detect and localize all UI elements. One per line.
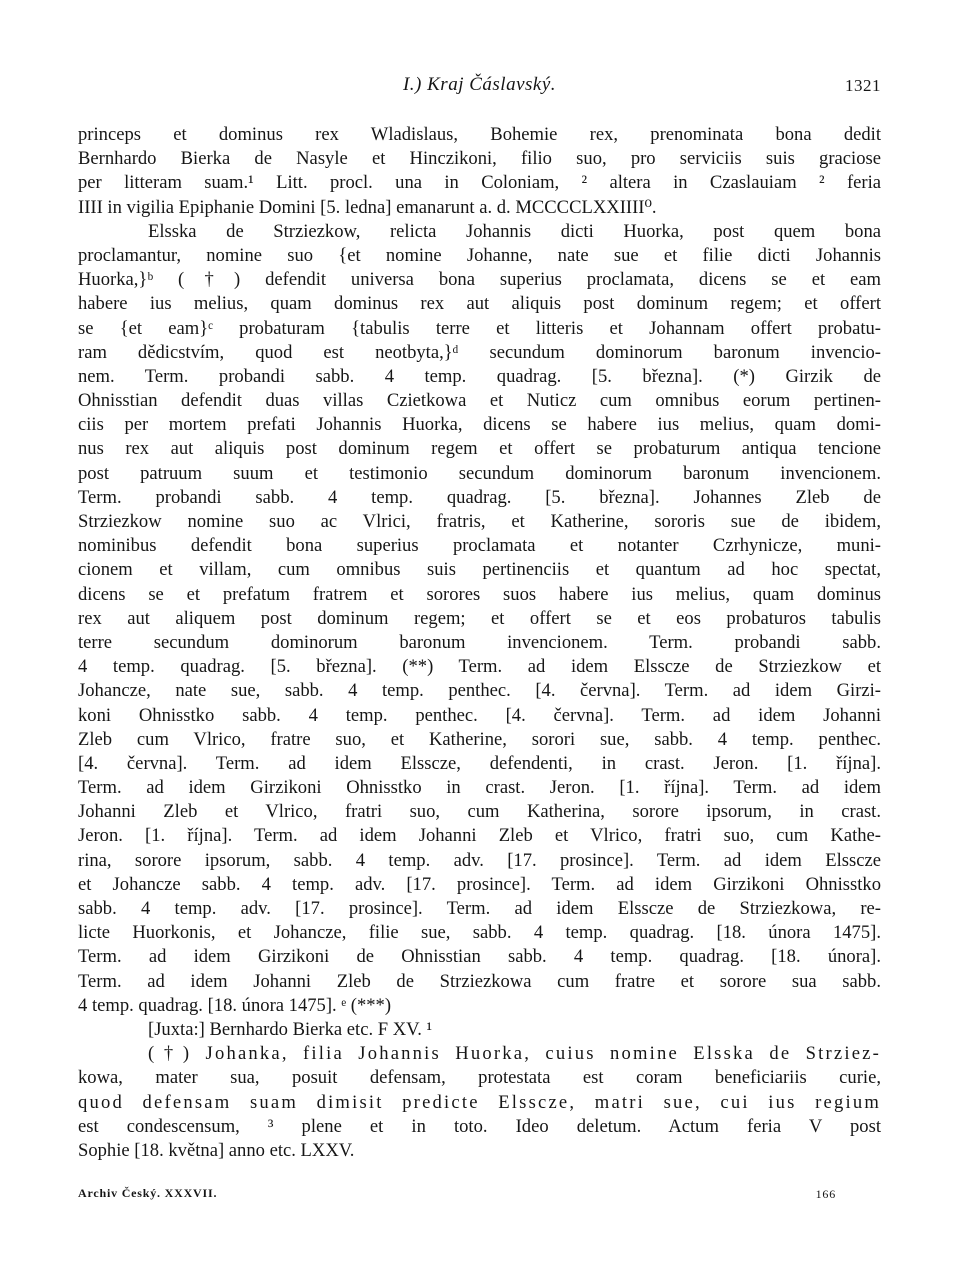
text-line: se {et eam}ᶜ probaturam {tabulis terre et litteris et Johannam offert probatu-: [78, 317, 881, 339]
source-reference: Archiv Český. XXXVII.: [78, 1186, 218, 1200]
text-line: Term. ad idem Johanni Zleb de Strziezkowa cum fratre et sorore sua sabb.: [78, 970, 881, 992]
text-line: Johancze, nate sue, sabb. 4 temp. penthec. [4. června]. Term. ad idem Girzi-: [78, 680, 881, 702]
text-line: dicens se et prefatum fratrem et sorores suos habere ius melius, quam dominus: [78, 583, 881, 605]
text-line: [Juxta:] Bernhardo Bierka etc. F XV. ¹: [148, 1018, 433, 1040]
page-footer: [78, 1186, 881, 1206]
text-line: rex aut aliquem post dominum regem; et offert se et eos probaturos tabulis: [78, 607, 881, 629]
text-line: 4 temp. quadrag. [18. února 1475]. ᵉ (***): [78, 994, 392, 1016]
text-line: Zleb cum Vlrico, fratre suo, et Katherine, sorori sue, sabb. 4 temp. penthec.: [78, 728, 881, 750]
text-line: Term. probandi sabb. 4 temp. quadrag. [5. března]. Johannes Zleb de: [78, 486, 881, 508]
text-line: Strziezkow nomine suo ac Vlrici, fratris, et Katherine, sororis sue de ibidem,: [78, 511, 881, 532]
text-line: licte Huorkonis, et Johancze, filie sue, sabb. 4 temp. quadrag. [18. února 1475].: [78, 922, 881, 944]
text-line: ciis per mortem prefati Johannis Huorka, dicens se habere ius melius, quam domi-: [78, 414, 881, 436]
text-line: et Johancze sabb. 4 temp. adv. [17. prosince]. Term. ad idem Girzikoni Ohnisstko: [78, 873, 881, 895]
text-line: Term. ad idem Girzikoni de Ohnisstian sabb. 4 temp. quadrag. [18. února].: [78, 946, 881, 968]
text-line: Johanni Zleb et Vlrico, fratri suo, cum Katherina, sorore ipsorum, in crast.: [78, 801, 881, 823]
text-line: koni Ohnisstko sabb. 4 temp. penthec. [4. června]. Term. ad idem Johanni: [78, 704, 881, 726]
text-line: ram dědicstvím, quod est neotbyta,}ᵈ secundum dominorum baronum invencio-: [78, 341, 881, 363]
text-line: Sophie [18. května] anno etc. LXXV.: [78, 1139, 355, 1161]
text-line: proclamantur, nomine suo {et nomine Johanne, nate sue et filie dicti Johannis: [78, 244, 881, 266]
text-line: sabb. 4 temp. adv. [17. prosince]. Term. ad idem Elsscze de Strziezkowa, re-: [78, 898, 881, 919]
text-line: Ohnisstian defendit duas villas Czietkowa et Nuticz cum omnibus eorum pertinen-: [78, 390, 881, 412]
text-line: habere ius melius, quam dominus rex aut aliquis post dominum regem; et offert: [78, 293, 881, 315]
text-line: Huorka,}ᵇ (†) defendit universa bona superius proclamata, dicens se et eam: [78, 269, 881, 291]
text-line: cionem et villam, cum omnibus suis pertinenciis et quantum ad hoc spectat,: [78, 559, 881, 581]
paragraph-juxta: [78, 1018, 881, 1042]
text-line: Term. ad idem Girzikoni Ohnisstko in crast. Jeron. [1. října]. Term. ad idem: [78, 777, 881, 799]
text-line: Bernhardo Bierka de Nasyle et Hinczikoni, filio suo, pro serviciis suis graciose: [78, 148, 881, 170]
running-title: I.) Kraj Čáslavský.: [402, 74, 557, 95]
text-line: princeps et dominus rex Wladislaus, Bohemie rex, prenominata bona dedit: [78, 124, 881, 145]
text-line: post patruum suum et testimonio secundum dominorum baronum invencionem.: [78, 462, 881, 484]
text-line: rina, sorore ipsorum, sabb. 4 temp. adv. [17. prosince]. Term. ad idem Elsscze: [78, 849, 881, 871]
text-line: [4. června]. Term. ad idem Elsscze, defendenti, in crast. Jeron. [1. října].: [78, 752, 881, 774]
text-line: kowa, mater sua, posuit defensam, protestata est coram beneficiariis curie,: [78, 1067, 881, 1089]
text-line: nem. Term. probandi sabb. 4 temp. quadrag. [5. března]. (*) Girzik de: [78, 365, 881, 387]
paragraph-main: [78, 123, 881, 1018]
text-line: per litteram suam.¹ Litt. procl. una in Coloniam, ² altera in Czaslauiam ² feria: [78, 172, 881, 194]
text-line: (†) Johanka, filia Johannis Huorka, cuius nomine Elsska de Strziez-: [148, 1043, 881, 1065]
text-line: terre secundum dominorum baronum invencionem. Term. probandi sabb.: [78, 631, 881, 653]
body-text: [78, 123, 881, 1163]
page-number: 1321: [845, 76, 881, 95]
page-header: [78, 74, 881, 104]
text-line: Elsska de Strziezkow, relicta Johannis dicti Huorka, post quem bona: [148, 220, 881, 242]
signature-mark: 166: [815, 1187, 836, 1201]
text-line: nus rex aut aliquis post dominum regem et offert se probaturum antiqua tencione: [78, 438, 881, 460]
text-line: quod defensam suam dimisit predicte Elsscze, matri sue, cui ius regium: [78, 1091, 881, 1113]
text-line: Jeron. [1. října]. Term. ad idem Johanni Zleb et Vlrico, fratri suo, cum Kathe-: [78, 825, 881, 847]
text-line: est condescensum, ³ plene et in toto. Ideo deletum. Actum feria V post: [78, 1115, 881, 1137]
text-line: IIII in vigilia Epiphanie Domini [5. ledna] emanarunt a. d. MCCCCLXXIIII⁰.: [78, 196, 657, 218]
text-line: 4 temp. quadrag. [5. března]. (**) Term. ad idem Elsscze de Strziezkow et: [78, 656, 881, 678]
text-line: nominibus defendit bona superius proclamata et notanter Czrhynicze, muni-: [78, 535, 881, 557]
paragraph-note-dagger: [78, 1042, 881, 1163]
